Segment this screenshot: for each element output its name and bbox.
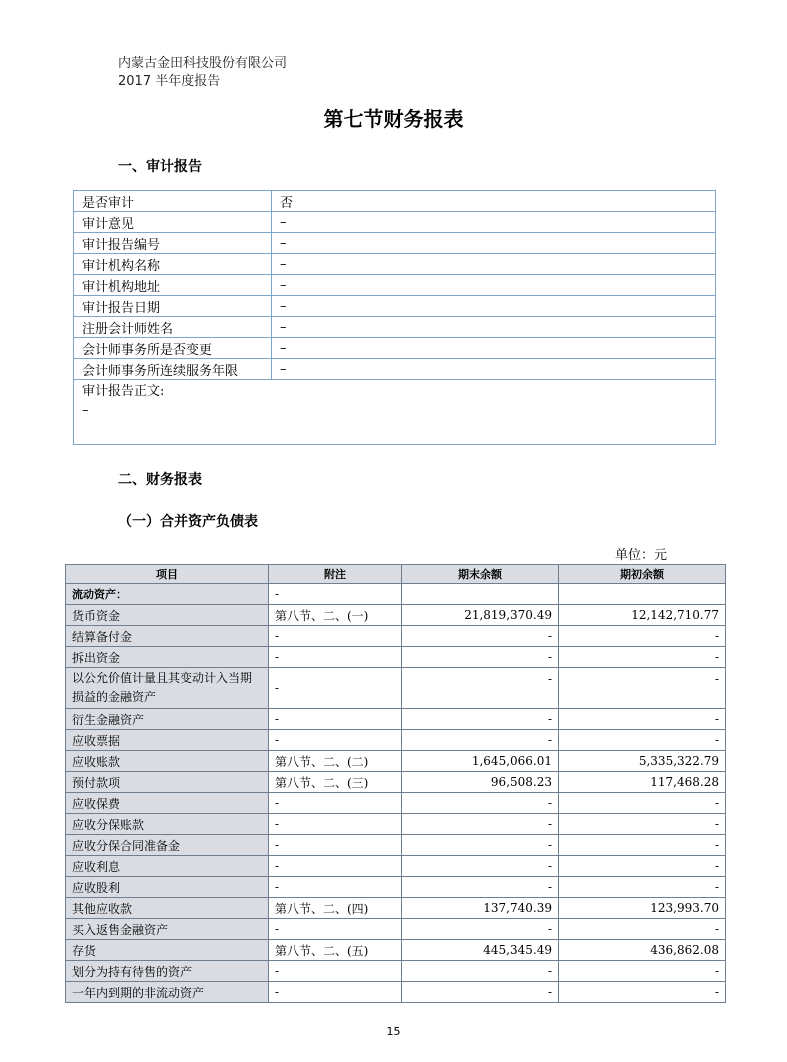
row-begin-balance: - xyxy=(559,647,726,668)
row-item: 拆出资金 xyxy=(66,647,269,668)
row-item: 结算备付金 xyxy=(66,626,269,647)
row-end-balance: 1,645,066.01 xyxy=(402,751,559,772)
row-note: - xyxy=(269,709,402,730)
table-row xyxy=(66,772,726,793)
row-item: 一年内到期的非流动资产 xyxy=(66,982,269,1003)
row-begin-balance: - xyxy=(559,961,726,982)
row-note: - xyxy=(269,647,402,668)
audit-field-value: – xyxy=(272,254,716,275)
table-row xyxy=(66,940,726,961)
row-item: 划分为持有待售的资产 xyxy=(66,961,269,982)
table-row xyxy=(66,709,726,730)
row-item: 以公允价值计量且其变动计入当期损益的金融资产 xyxy=(66,668,269,709)
row-note: 第八节、二、(三) xyxy=(269,772,402,793)
row-item: 应收账款 xyxy=(66,751,269,772)
audit-row xyxy=(74,359,716,380)
page-number: 15 xyxy=(386,1025,401,1038)
row-begin-balance: - xyxy=(559,835,726,856)
row-item: 其他应收款 xyxy=(66,898,269,919)
table-row xyxy=(66,877,726,898)
row-item: 预付款项 xyxy=(66,772,269,793)
row-item: 存货 xyxy=(66,940,269,961)
audit-field-label: 会计师事务所连续服务年限 xyxy=(74,359,272,380)
audit-row xyxy=(74,296,716,317)
row-begin-balance: - xyxy=(559,856,726,877)
row-note: - xyxy=(269,730,402,751)
audit-field-value: – xyxy=(272,338,716,359)
audit-field-value: – xyxy=(272,275,716,296)
audit-field-label: 审计机构名称 xyxy=(74,254,272,275)
row-end-balance: - xyxy=(402,647,559,668)
audit-body-cell xyxy=(74,380,716,445)
header-end-balance: 期末余额 xyxy=(402,565,559,584)
audit-row xyxy=(74,191,716,212)
row-begin-balance: - xyxy=(559,730,726,751)
row-item: 应收分保账款 xyxy=(66,814,269,835)
row-note: - xyxy=(269,877,402,898)
balance-sheet-table xyxy=(65,564,726,1003)
audit-row xyxy=(74,317,716,338)
row-begin-balance: - xyxy=(559,982,726,1003)
table-row xyxy=(66,647,726,668)
row-end-balance: - xyxy=(402,668,559,709)
audit-field-label: 会计师事务所是否变更 xyxy=(74,338,272,359)
row-begin-balance: - xyxy=(559,793,726,814)
audit-field-value: – xyxy=(272,296,716,317)
table-row xyxy=(66,961,726,982)
row-end-balance: - xyxy=(402,709,559,730)
table-row xyxy=(66,856,726,877)
row-end-balance xyxy=(402,584,559,605)
table-row xyxy=(66,605,726,626)
row-end-balance: - xyxy=(402,814,559,835)
row-begin-balance: - xyxy=(559,626,726,647)
audit-field-label: 审计机构地址 xyxy=(74,275,272,296)
audit-field-label: 审计报告编号 xyxy=(74,233,272,254)
row-note: - xyxy=(269,626,402,647)
row-item: 应收分保合同准备金 xyxy=(66,835,269,856)
row-item: 衍生金融资产 xyxy=(66,709,269,730)
balance-sheet-heading: （一）合并资产负债表 xyxy=(118,514,258,530)
row-item: 应收利息 xyxy=(66,856,269,877)
report-header xyxy=(118,55,287,91)
audit-table xyxy=(73,190,716,445)
section-audit-heading: 一、审计报告 xyxy=(118,159,202,175)
row-item: 流动资产： xyxy=(66,584,269,605)
table-row xyxy=(66,668,726,709)
row-note: 第八节、二、(二) xyxy=(269,751,402,772)
row-begin-balance: - xyxy=(559,919,726,940)
section-financial-heading: 二、财务报表 xyxy=(118,472,202,488)
row-begin-balance: - xyxy=(559,877,726,898)
row-note: - xyxy=(269,961,402,982)
table-row xyxy=(66,626,726,647)
row-note: - xyxy=(269,835,402,856)
row-begin-balance: 117,468.28 xyxy=(559,772,726,793)
row-note: - xyxy=(269,793,402,814)
audit-field-label: 注册会计师姓名 xyxy=(74,317,272,338)
row-item: 应收股利 xyxy=(66,877,269,898)
audit-field-value: – xyxy=(272,233,716,254)
audit-field-value: – xyxy=(272,212,716,233)
table-row xyxy=(66,982,726,1003)
row-end-balance: 96,508.23 xyxy=(402,772,559,793)
table-header-row xyxy=(66,565,726,584)
row-note: - xyxy=(269,856,402,877)
header-begin-balance: 期初余额 xyxy=(559,565,726,584)
table-row xyxy=(66,919,726,940)
audit-body-label: 审计报告正文: xyxy=(82,384,165,399)
audit-row xyxy=(74,254,716,275)
row-note: - xyxy=(269,982,402,1003)
row-end-balance: - xyxy=(402,856,559,877)
header-item: 项目 xyxy=(66,565,269,584)
report-period: 2017 半年度报告 xyxy=(118,74,221,89)
row-end-balance: 445,345.49 xyxy=(402,940,559,961)
audit-row xyxy=(74,275,716,296)
row-note: - xyxy=(269,814,402,835)
row-item: 买入返售金融资产 xyxy=(66,919,269,940)
table-row xyxy=(66,751,726,772)
row-item: 应收保费 xyxy=(66,793,269,814)
row-end-balance: - xyxy=(402,919,559,940)
table-row xyxy=(66,584,726,605)
audit-row xyxy=(74,338,716,359)
table-row xyxy=(66,835,726,856)
row-item: 货币资金 xyxy=(66,605,269,626)
row-note: 第八节、二、(四) xyxy=(269,898,402,919)
row-note: - xyxy=(269,584,402,605)
audit-field-label: 审计报告日期 xyxy=(74,296,272,317)
header-note: 附注 xyxy=(269,565,402,584)
row-end-balance: - xyxy=(402,626,559,647)
row-end-balance: - xyxy=(402,961,559,982)
audit-row xyxy=(74,233,716,254)
page-title: 第七节财务报表 xyxy=(323,107,464,131)
row-begin-balance: 5,335,322.79 xyxy=(559,751,726,772)
row-note: - xyxy=(269,668,402,709)
audit-field-value: – xyxy=(272,317,716,338)
audit-field-value: – xyxy=(272,359,716,380)
row-end-balance: - xyxy=(402,793,559,814)
audit-field-label: 审计意见 xyxy=(74,212,272,233)
audit-row xyxy=(74,212,716,233)
row-note: - xyxy=(269,919,402,940)
row-end-balance: 21,819,370.49 xyxy=(402,605,559,626)
row-end-balance: - xyxy=(402,877,559,898)
table-row xyxy=(66,814,726,835)
table-row xyxy=(66,898,726,919)
row-begin-balance: - xyxy=(559,709,726,730)
row-begin-balance: - xyxy=(559,814,726,835)
row-begin-balance: 12,142,710.77 xyxy=(559,605,726,626)
unit-label: 单位：元 xyxy=(615,548,668,563)
audit-body-row xyxy=(74,380,716,445)
row-end-balance: - xyxy=(402,982,559,1003)
table-row xyxy=(66,730,726,751)
row-item: 应收票据 xyxy=(66,730,269,751)
row-end-balance: 137,740.39 xyxy=(402,898,559,919)
audit-body-value: – xyxy=(82,403,89,418)
table-row xyxy=(66,793,726,814)
row-begin-balance: 123,993.70 xyxy=(559,898,726,919)
row-begin-balance: - xyxy=(559,668,726,709)
audit-field-value: 否 xyxy=(272,191,716,212)
row-note: 第八节、二、(五) xyxy=(269,940,402,961)
audit-field-label: 是否审计 xyxy=(74,191,272,212)
row-end-balance: - xyxy=(402,730,559,751)
row-end-balance: - xyxy=(402,835,559,856)
row-begin-balance: 436,862.08 xyxy=(559,940,726,961)
row-note: 第八节、二、(一) xyxy=(269,605,402,626)
company-name: 内蒙古金田科技股份有限公司 xyxy=(118,56,288,71)
row-begin-balance xyxy=(559,584,726,605)
